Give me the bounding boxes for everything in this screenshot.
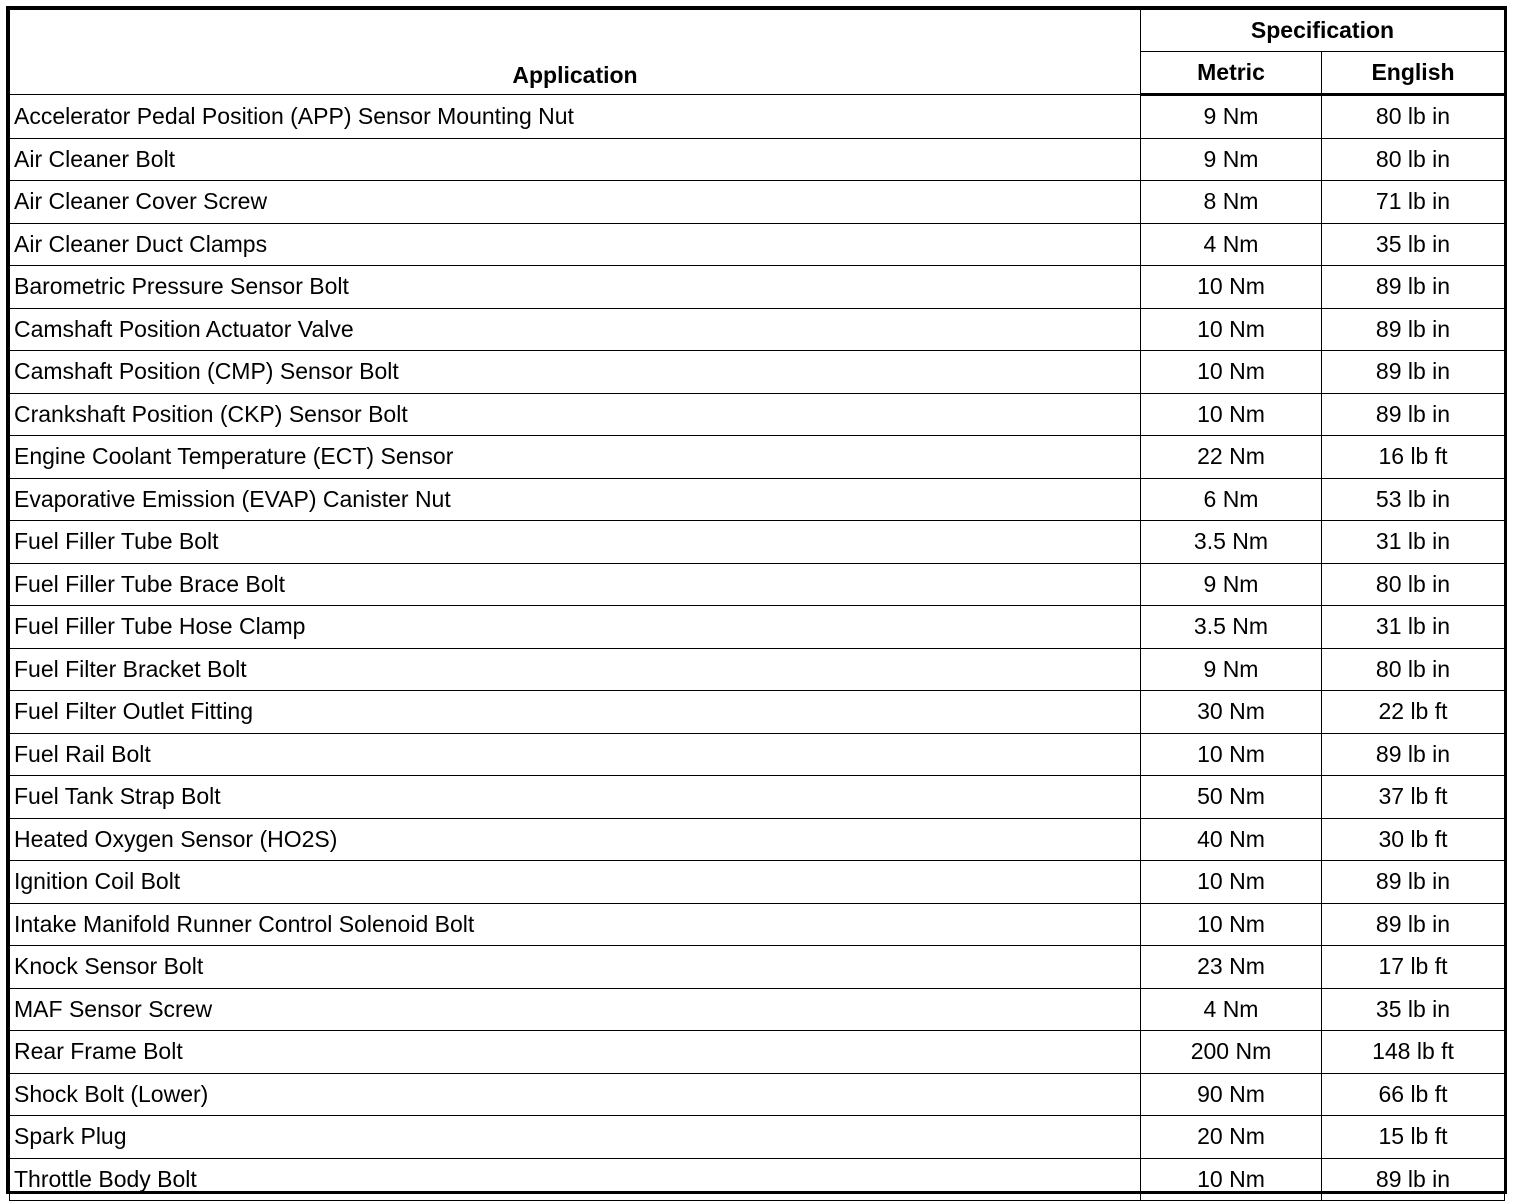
metric-value-cell: 4 Nm (1141, 988, 1322, 1031)
application-cell: MAF Sensor Screw (10, 988, 1141, 1031)
english-value-cell: 80 lb in (1322, 95, 1505, 139)
fastener-torque-spec-table (6, 6, 1507, 1194)
table-row (10, 223, 1505, 266)
table-row (10, 1031, 1505, 1074)
spec-table (9, 9, 1505, 1201)
metric-value-cell: 10 Nm (1141, 308, 1322, 351)
table-row (10, 691, 1505, 734)
application-cell: Fuel Filler Tube Hose Clamp (10, 606, 1141, 649)
application-cell: Camshaft Position (CMP) Sensor Bolt (10, 351, 1141, 394)
english-value-cell: 89 lb in (1322, 393, 1505, 436)
application-cell: Heated Oxygen Sensor (HO2S) (10, 818, 1141, 861)
application-cell: Air Cleaner Cover Screw (10, 181, 1141, 224)
metric-value-cell: 4 Nm (1141, 223, 1322, 266)
table-row (10, 988, 1505, 1031)
application-cell: Throttle Body Bolt (10, 1158, 1141, 1201)
table-row (10, 95, 1505, 139)
metric-value-cell: 9 Nm (1141, 138, 1322, 181)
english-value-cell: 89 lb in (1322, 903, 1505, 946)
application-cell: Accelerator Pedal Position (APP) Sensor Mounting Nut (10, 95, 1141, 139)
metric-column-header: Metric (1141, 52, 1322, 95)
english-value-cell: 31 lb in (1322, 521, 1505, 564)
table-row (10, 521, 1505, 564)
english-value-cell: 53 lb in (1322, 478, 1505, 521)
english-value-cell: 89 lb in (1322, 733, 1505, 776)
application-column-header: Application (10, 10, 1141, 95)
table-row (10, 861, 1505, 904)
table-row (10, 308, 1505, 351)
english-value-cell: 31 lb in (1322, 606, 1505, 649)
table-row (10, 903, 1505, 946)
metric-value-cell: 200 Nm (1141, 1031, 1322, 1074)
table-row (10, 946, 1505, 989)
metric-value-cell: 10 Nm (1141, 1158, 1322, 1201)
table-row (10, 818, 1505, 861)
metric-value-cell: 6 Nm (1141, 478, 1322, 521)
english-column-header: English (1322, 52, 1505, 95)
application-cell: Fuel Filter Outlet Fitting (10, 691, 1141, 734)
english-value-cell: 22 lb ft (1322, 691, 1505, 734)
english-value-cell: 89 lb in (1322, 308, 1505, 351)
metric-value-cell: 23 Nm (1141, 946, 1322, 989)
metric-value-cell: 8 Nm (1141, 181, 1322, 224)
application-cell: Crankshaft Position (CKP) Sensor Bolt (10, 393, 1141, 436)
english-value-cell: 35 lb in (1322, 223, 1505, 266)
application-cell: Fuel Tank Strap Bolt (10, 776, 1141, 819)
english-value-cell: 30 lb ft (1322, 818, 1505, 861)
table-row (10, 648, 1505, 691)
application-cell: Air Cleaner Bolt (10, 138, 1141, 181)
application-cell: Ignition Coil Bolt (10, 861, 1141, 904)
metric-value-cell: 10 Nm (1141, 903, 1322, 946)
header-row-top (10, 10, 1505, 52)
metric-value-cell: 10 Nm (1141, 393, 1322, 436)
metric-value-cell: 22 Nm (1141, 436, 1322, 479)
metric-value-cell: 90 Nm (1141, 1073, 1322, 1116)
metric-value-cell: 10 Nm (1141, 351, 1322, 394)
table-row (10, 776, 1505, 819)
application-cell: Knock Sensor Bolt (10, 946, 1141, 989)
metric-value-cell: 20 Nm (1141, 1116, 1322, 1159)
english-value-cell: 71 lb in (1322, 181, 1505, 224)
metric-value-cell: 50 Nm (1141, 776, 1322, 819)
application-cell: Fuel Filler Tube Bolt (10, 521, 1141, 564)
english-value-cell: 89 lb in (1322, 351, 1505, 394)
english-value-cell: 148 lb ft (1322, 1031, 1505, 1074)
table-row (10, 1073, 1505, 1116)
application-cell: Air Cleaner Duct Clamps (10, 223, 1141, 266)
metric-value-cell: 3.5 Nm (1141, 606, 1322, 649)
table-row (10, 478, 1505, 521)
application-cell: Fuel Filler Tube Brace Bolt (10, 563, 1141, 606)
english-value-cell: 35 lb in (1322, 988, 1505, 1031)
application-cell: Fuel Rail Bolt (10, 733, 1141, 776)
metric-value-cell: 40 Nm (1141, 818, 1322, 861)
english-value-cell: 17 lb ft (1322, 946, 1505, 989)
english-value-cell: 16 lb ft (1322, 436, 1505, 479)
table-row (10, 181, 1505, 224)
english-value-cell: 89 lb in (1322, 1158, 1505, 1201)
table-row (10, 393, 1505, 436)
metric-value-cell: 9 Nm (1141, 648, 1322, 691)
table-row (10, 266, 1505, 309)
application-cell: Intake Manifold Runner Control Solenoid Bolt (10, 903, 1141, 946)
table-row (10, 436, 1505, 479)
application-cell: Rear Frame Bolt (10, 1031, 1141, 1074)
english-value-cell: 37 lb ft (1322, 776, 1505, 819)
metric-value-cell: 10 Nm (1141, 266, 1322, 309)
table-row (10, 138, 1505, 181)
english-value-cell: 80 lb in (1322, 563, 1505, 606)
metric-value-cell: 10 Nm (1141, 733, 1322, 776)
application-cell: Spark Plug (10, 1116, 1141, 1159)
table-row (10, 733, 1505, 776)
table-row (10, 1116, 1505, 1159)
table-header (10, 10, 1505, 95)
table-body (10, 95, 1505, 1201)
metric-value-cell: 3.5 Nm (1141, 521, 1322, 564)
metric-value-cell: 10 Nm (1141, 861, 1322, 904)
table-row (10, 563, 1505, 606)
table-row (10, 606, 1505, 649)
english-value-cell: 15 lb ft (1322, 1116, 1505, 1159)
application-cell: Engine Coolant Temperature (ECT) Sensor (10, 436, 1141, 479)
application-cell: Fuel Filter Bracket Bolt (10, 648, 1141, 691)
application-cell: Shock Bolt (Lower) (10, 1073, 1141, 1116)
metric-value-cell: 30 Nm (1141, 691, 1322, 734)
metric-value-cell: 9 Nm (1141, 563, 1322, 606)
application-cell: Evaporative Emission (EVAP) Canister Nut (10, 478, 1141, 521)
table-row (10, 1158, 1505, 1201)
table-row (10, 351, 1505, 394)
english-value-cell: 89 lb in (1322, 266, 1505, 309)
english-value-cell: 80 lb in (1322, 138, 1505, 181)
english-value-cell: 80 lb in (1322, 648, 1505, 691)
specification-group-header: Specification (1141, 10, 1505, 52)
application-cell: Camshaft Position Actuator Valve (10, 308, 1141, 351)
application-cell: Barometric Pressure Sensor Bolt (10, 266, 1141, 309)
english-value-cell: 66 lb ft (1322, 1073, 1505, 1116)
english-value-cell: 89 lb in (1322, 861, 1505, 904)
metric-value-cell: 9 Nm (1141, 95, 1322, 139)
